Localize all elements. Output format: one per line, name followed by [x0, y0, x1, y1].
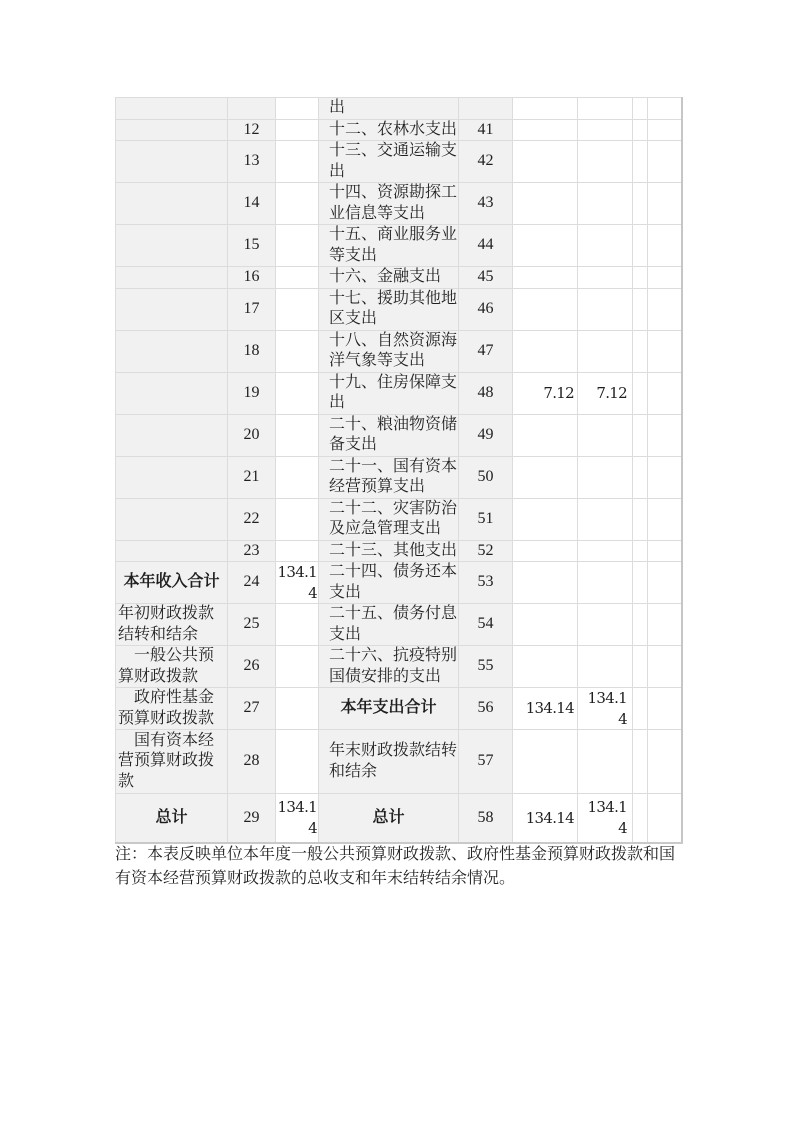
table-cell — [578, 562, 633, 604]
table-cell — [276, 267, 319, 289]
table-row — [116, 183, 682, 225]
table-row — [116, 414, 682, 456]
table-cell — [648, 98, 682, 120]
table-cell: 42 — [459, 141, 513, 183]
table-cell — [633, 372, 648, 414]
table-row — [116, 141, 682, 183]
table-cell — [276, 498, 319, 540]
table-cell: 年初财政拨款结转和结余 — [116, 604, 228, 646]
table-cell: 总计 — [116, 794, 228, 843]
table-cell — [633, 562, 648, 604]
table-cell — [633, 183, 648, 225]
table-cell: 18 — [228, 330, 276, 372]
table-cell — [116, 456, 228, 498]
table-cell — [633, 456, 648, 498]
table-cell — [633, 540, 648, 562]
table-cell: 7.12 — [513, 372, 578, 414]
table-cell — [513, 98, 578, 120]
table-cell — [513, 119, 578, 141]
table-cell: 二十六、抗疫特别国债安排的支出 — [319, 646, 459, 688]
table-cell: 13 — [228, 141, 276, 183]
table-cell: 16 — [228, 267, 276, 289]
table-cell: 54 — [459, 604, 513, 646]
table-row — [116, 372, 682, 414]
table-cell — [513, 288, 578, 330]
table-cell — [633, 330, 648, 372]
table-cell: 49 — [459, 414, 513, 456]
table-cell: 52 — [459, 540, 513, 562]
table-cell — [228, 98, 276, 120]
table-cell: 十三、交通运输支出 — [319, 141, 459, 183]
table-cell: 二十三、其他支出 — [319, 540, 459, 562]
table-cell — [648, 183, 682, 225]
table-row — [116, 794, 682, 843]
table-cell — [276, 330, 319, 372]
table-cell: 本年支出合计 — [319, 688, 459, 730]
table-cell — [276, 456, 319, 498]
table-cell: 19 — [228, 372, 276, 414]
table-cell — [276, 98, 319, 120]
table-cell — [633, 98, 648, 120]
table-cell — [633, 604, 648, 646]
table-cell: 46 — [459, 288, 513, 330]
table-cell — [648, 456, 682, 498]
table-row — [116, 540, 682, 562]
table-cell — [648, 646, 682, 688]
table-cell — [276, 646, 319, 688]
table-cell: 二十、粮油物资储备支出 — [319, 414, 459, 456]
table-cell: 二十五、债务付息支出 — [319, 604, 459, 646]
table-cell: 一般公共预算财政拨款 — [116, 646, 228, 688]
table-cell: 26 — [228, 646, 276, 688]
table-cell — [648, 730, 682, 794]
table-cell — [459, 98, 513, 120]
table-cell: 45 — [459, 267, 513, 289]
table-cell: 十六、金融支出 — [319, 267, 459, 289]
table-cell: 134.14 — [513, 688, 578, 730]
table-cell — [633, 141, 648, 183]
table-cell — [513, 498, 578, 540]
table-cell: 二十二、灾害防治及应急管理支出 — [319, 498, 459, 540]
table-cell — [513, 604, 578, 646]
budget-table — [115, 97, 683, 844]
table-cell: 7.12 — [578, 372, 633, 414]
table-cell — [116, 98, 228, 120]
table-cell — [578, 414, 633, 456]
table-cell — [578, 456, 633, 498]
table-cell — [648, 604, 682, 646]
table-cell: 55 — [459, 646, 513, 688]
table-cell — [116, 141, 228, 183]
table-cell: 24 — [228, 562, 276, 604]
table-cell: 十五、商业服务业等支出 — [319, 225, 459, 267]
table-cell: 年末财政拨款结转和结余 — [319, 730, 459, 794]
table-cell — [513, 562, 578, 604]
table-cell — [513, 414, 578, 456]
table-cell: 25 — [228, 604, 276, 646]
table-cell — [578, 119, 633, 141]
table-cell — [116, 498, 228, 540]
table-cell — [116, 288, 228, 330]
table-cell — [276, 604, 319, 646]
table-footnote: 注：本表反映单位本年度一般公共预算财政拨款、政府性基金预算财政拨款和国有资本经营预算财政拨款的总收支和年末结转结余情况。 — [115, 846, 676, 887]
table-cell — [578, 330, 633, 372]
table-cell: 14 — [228, 183, 276, 225]
table-cell — [578, 225, 633, 267]
table-cell: 国有资本经营预算财政拨款 — [116, 730, 228, 794]
table-cell: 23 — [228, 540, 276, 562]
table-cell — [633, 267, 648, 289]
table-cell — [116, 330, 228, 372]
table-cell — [633, 646, 648, 688]
table-cell — [578, 141, 633, 183]
table-row — [116, 688, 682, 730]
table-cell — [633, 225, 648, 267]
table-cell — [633, 688, 648, 730]
table-cell — [633, 498, 648, 540]
table-cell — [513, 183, 578, 225]
table-cell — [276, 225, 319, 267]
table-row — [116, 119, 682, 141]
table-cell — [116, 414, 228, 456]
table-cell — [116, 183, 228, 225]
table-row — [116, 98, 682, 120]
table-cell: 12 — [228, 119, 276, 141]
table-cell: 51 — [459, 498, 513, 540]
table-row — [116, 288, 682, 330]
table-cell: 出 — [319, 98, 459, 120]
table-cell — [648, 141, 682, 183]
table-cell — [633, 730, 648, 794]
table-cell: 57 — [459, 730, 513, 794]
table-cell — [513, 730, 578, 794]
table-cell — [648, 225, 682, 267]
table-cell — [513, 330, 578, 372]
table-cell — [513, 456, 578, 498]
table-cell — [648, 562, 682, 604]
table-cell: 56 — [459, 688, 513, 730]
table-row — [116, 604, 682, 646]
table-cell: 二十一、国有资本经营预算支出 — [319, 456, 459, 498]
table-cell: 53 — [459, 562, 513, 604]
table-cell: 政府性基金预算财政拨款 — [116, 688, 228, 730]
table-row — [116, 225, 682, 267]
table-cell: 十二、农林水支出 — [319, 119, 459, 141]
table-cell: 41 — [459, 119, 513, 141]
table-cell — [633, 794, 648, 843]
table-cell — [633, 119, 648, 141]
table-cell — [276, 414, 319, 456]
table-cell: 15 — [228, 225, 276, 267]
table-cell — [578, 604, 633, 646]
table-cell — [648, 288, 682, 330]
table-cell: 50 — [459, 456, 513, 498]
table-row — [116, 498, 682, 540]
table-cell — [648, 372, 682, 414]
table-cell: 48 — [459, 372, 513, 414]
table-row — [116, 330, 682, 372]
table-cell — [276, 288, 319, 330]
table-cell — [116, 540, 228, 562]
table-row — [116, 646, 682, 688]
table-cell — [633, 288, 648, 330]
table-cell — [276, 183, 319, 225]
table-cell: 44 — [459, 225, 513, 267]
table-cell — [648, 498, 682, 540]
table-cell — [648, 688, 682, 730]
table-cell — [513, 646, 578, 688]
table-cell — [276, 141, 319, 183]
table-cell — [648, 330, 682, 372]
table-cell: 134.14 — [578, 688, 633, 730]
table-cell: 十九、住房保障支出 — [319, 372, 459, 414]
table-cell — [276, 372, 319, 414]
table-row — [116, 456, 682, 498]
table-cell: 17 — [228, 288, 276, 330]
table-cell: 20 — [228, 414, 276, 456]
table-cell — [578, 98, 633, 120]
table-cell — [116, 372, 228, 414]
table-cell: 十八、自然资源海洋气象等支出 — [319, 330, 459, 372]
table-cell — [578, 498, 633, 540]
table-cell: 28 — [228, 730, 276, 794]
table-cell: 47 — [459, 330, 513, 372]
table-cell: 29 — [228, 794, 276, 843]
table-cell — [513, 141, 578, 183]
table-cell: 十四、资源勘探工业信息等支出 — [319, 183, 459, 225]
table-cell: 134.14 — [276, 794, 319, 843]
table-cell: 27 — [228, 688, 276, 730]
table-cell — [648, 794, 682, 843]
table-cell — [513, 225, 578, 267]
table-cell — [648, 540, 682, 562]
table-cell — [513, 540, 578, 562]
table-cell — [578, 267, 633, 289]
table-cell — [578, 540, 633, 562]
table-cell — [648, 119, 682, 141]
table-row — [116, 730, 682, 794]
table-cell — [578, 183, 633, 225]
table-cell: 58 — [459, 794, 513, 843]
table-cell — [276, 119, 319, 141]
table-cell — [276, 688, 319, 730]
table-cell: 22 — [228, 498, 276, 540]
table-cell — [276, 730, 319, 794]
table-cell — [648, 267, 682, 289]
table-cell — [116, 119, 228, 141]
table-cell: 21 — [228, 456, 276, 498]
table-row — [116, 267, 682, 289]
table-cell — [116, 267, 228, 289]
table-cell: 43 — [459, 183, 513, 225]
table-cell — [578, 646, 633, 688]
table-cell — [648, 414, 682, 456]
table-cell: 134.14 — [276, 562, 319, 604]
table-cell — [578, 730, 633, 794]
table-cell — [578, 288, 633, 330]
table-cell: 总计 — [319, 794, 459, 843]
table-cell — [276, 540, 319, 562]
table-row — [116, 562, 682, 604]
table-cell — [116, 225, 228, 267]
table-cell: 134.14 — [578, 794, 633, 843]
table-cell: 十七、援助其他地区支出 — [319, 288, 459, 330]
table-cell — [513, 267, 578, 289]
table-cell: 二十四、债务还本支出 — [319, 562, 459, 604]
table-cell: 134.14 — [513, 794, 578, 843]
table-cell — [633, 414, 648, 456]
table-cell: 本年收入合计 — [116, 562, 228, 604]
